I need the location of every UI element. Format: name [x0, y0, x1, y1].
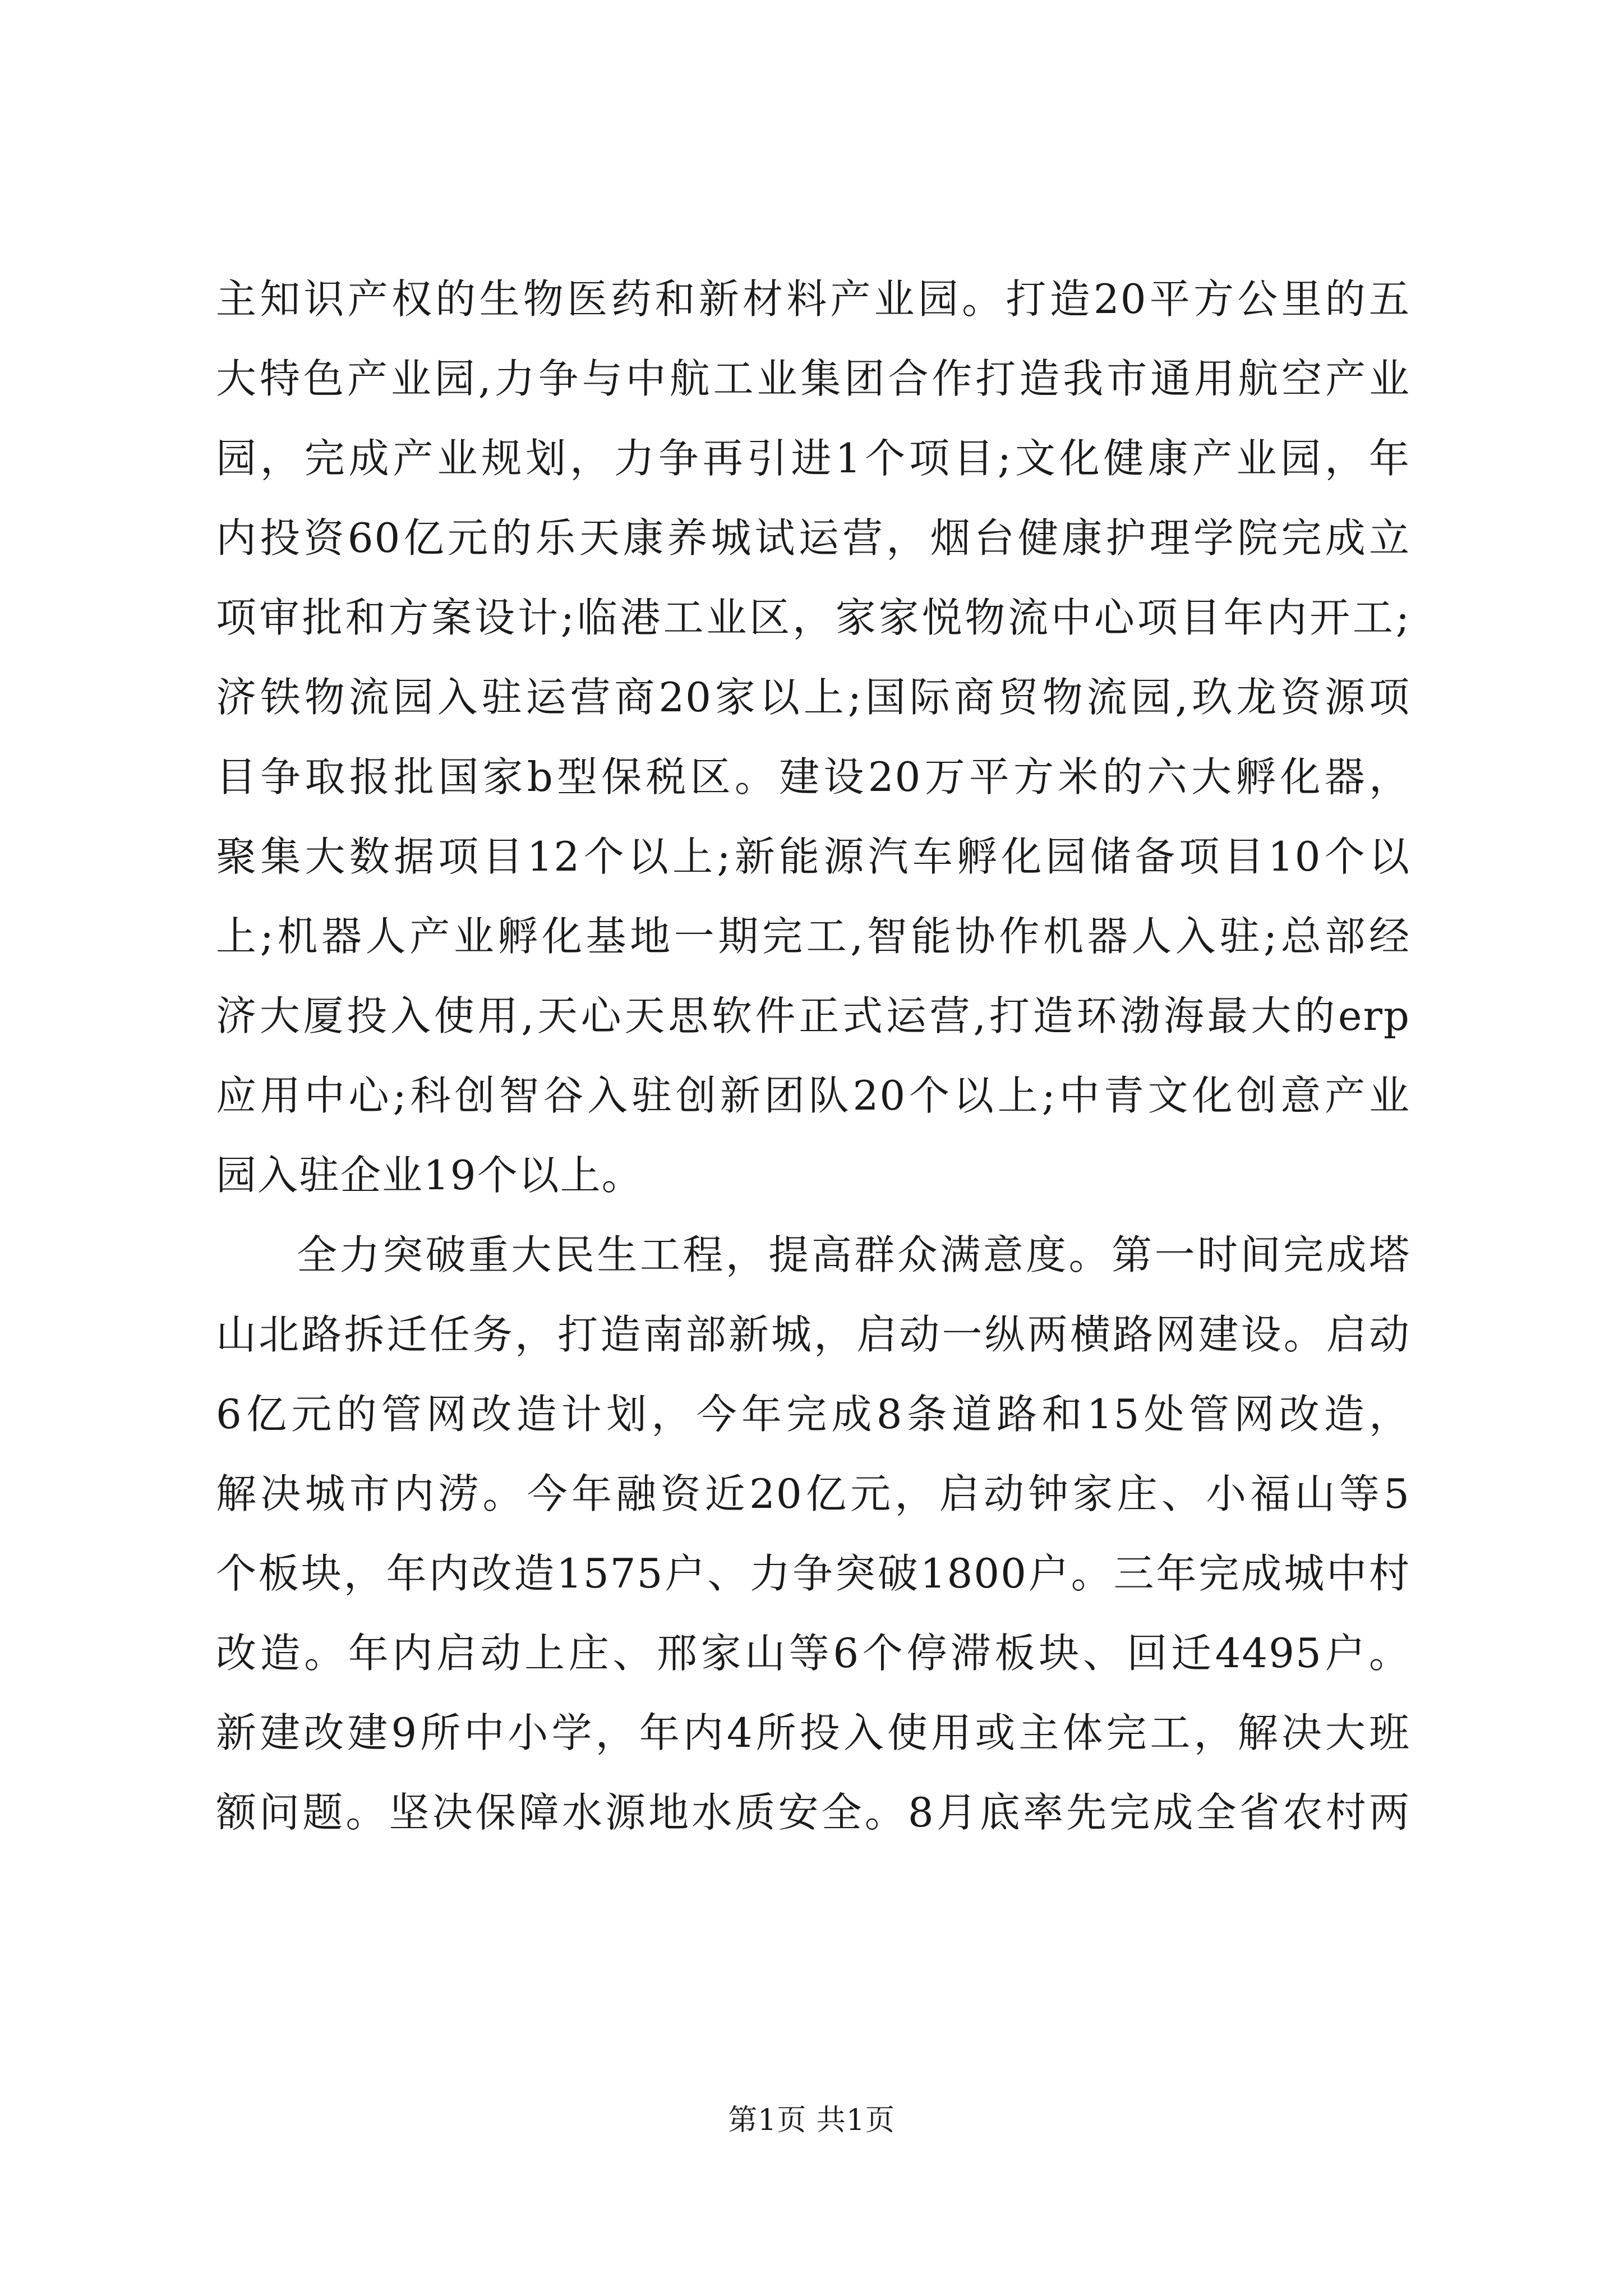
text-line: 山北路拆迁任务，打造南部新城，启动一纵两横路网建设。启动: [216, 1311, 1410, 1358]
paragraph-1: [216, 259, 1410, 1215]
text-line: 应用中心;科创智谷入驻创新团队20个以上;中青文化创意产业: [216, 1072, 1410, 1119]
text-line: 额问题。坚决保障水源地水质安全。8月底率先完成全省农村两: [216, 1789, 1410, 1836]
text-line: 改造。年内启动上庄、邢家山等6个停滞板块、回迁4495户。: [216, 1630, 1410, 1677]
text-line: 济大厦投入使用,天心天思软件正式运营,打造环渤海最大的erp: [216, 992, 1410, 1039]
paragraph-2: [216, 1215, 1410, 1852]
text-line: 园，完成产业规划，力争再引进1个项目;文化健康产业园，年: [216, 435, 1410, 482]
text-line: 聚集大数据项目12个以上;新能源汽车孵化园储备项目10个以: [216, 833, 1410, 880]
text-line: 新建改建9所中小学，年内4所投入使用或主体完工，解决大班: [216, 1709, 1410, 1756]
text-line: 园入驻企业19个以上。: [216, 1152, 643, 1199]
text-line: 全力突破重大民生工程，提高群众满意度。第一时间完成塔: [297, 1231, 1410, 1278]
text-line: 济铁物流园入驻运营商20家以上;国际商贸物流园,玖龙资源项: [216, 674, 1410, 721]
text-line: 个板块，年内改造1575户、力争突破1800户。三年完成城中村: [216, 1550, 1410, 1597]
document-body: [216, 259, 1410, 1852]
text-line: 6亿元的管网改造计划，今年完成8条道路和15处管网改造，: [216, 1391, 1410, 1438]
page-number-footer: 第1页 共1页: [728, 2104, 895, 2137]
text-line: 项审批和方案设计;临港工业区，家家悦物流中心项目年内开工;: [216, 594, 1410, 641]
text-line: 主知识产权的生物医药和新材料产业园。打造20平方公里的五: [216, 275, 1410, 323]
text-line: 解决城市内涝。今年融资近20亿元，启动钟家庄、小福山等5: [216, 1470, 1410, 1517]
text-line: 目争取报批国家b型保税区。建设20万平方米的六大孵化器，: [216, 753, 1410, 800]
text-line: 上;机器人产业孵化基地一期完工,智能协作机器人入驻;总部经: [216, 913, 1410, 960]
text-line: 大特色产业园,力争与中航工业集团合作打造我市通用航空产业: [216, 355, 1410, 402]
text-line: 内投资60亿元的乐天康养城试运营，烟台健康护理学院完成立: [216, 514, 1410, 562]
